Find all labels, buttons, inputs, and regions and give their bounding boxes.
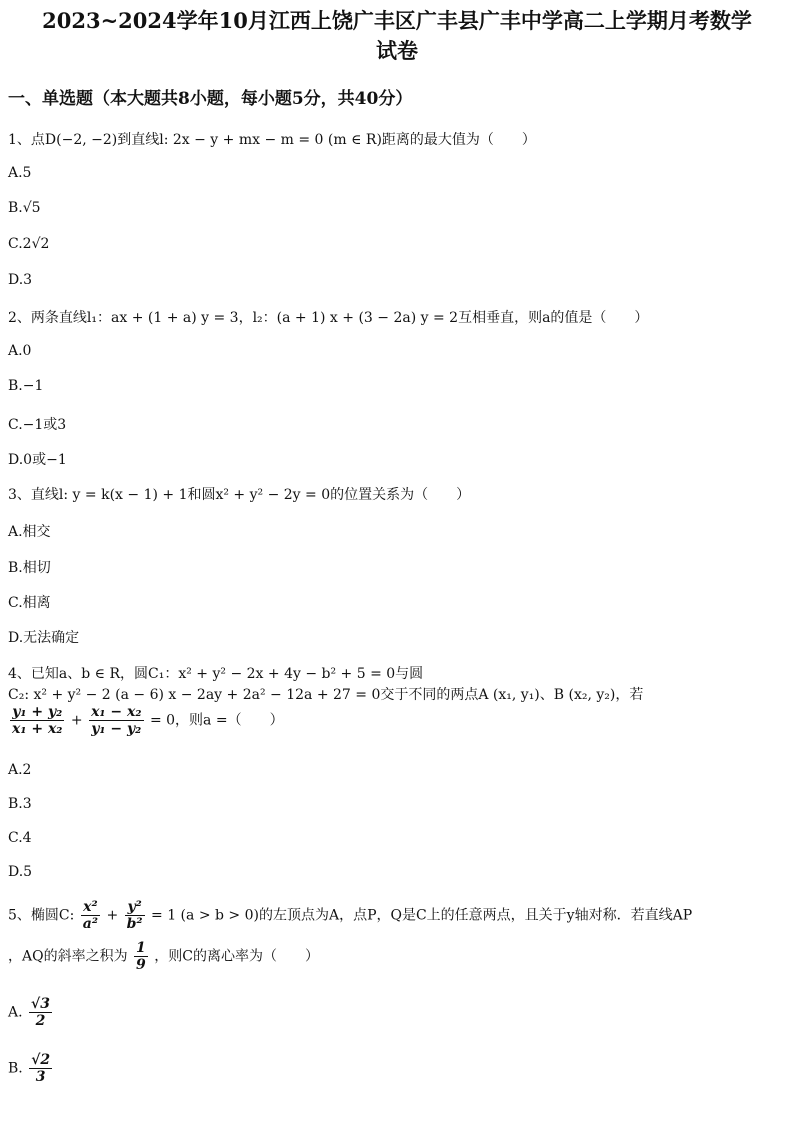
fraction-denominator: 2 (35, 1013, 46, 1029)
question-4-option-a: A.2 (8, 762, 32, 778)
question-4-option-b: B.3 (8, 796, 32, 812)
question-5-fraction-y (125, 899, 145, 932)
question-5-prefix: 5、椭圆C: (8, 907, 75, 924)
plus-sign: + (70, 712, 83, 729)
question-3-text: 3、直线l: y = k(x − 1) + 1和圆x² + y² − 2y = 0的位置关系为（ ） (8, 487, 471, 503)
fraction-denominator: 3 (35, 1069, 46, 1085)
fraction-numerator: 1 (136, 940, 146, 956)
option-label: B. (8, 1060, 23, 1077)
fraction-denominator: x₁ + x₂ (12, 721, 63, 737)
fraction-numerator: y² (125, 899, 145, 916)
fraction-numerator: √2 (31, 1052, 51, 1068)
question-4-fraction-1 (10, 704, 64, 737)
question-4-fraction-2 (89, 704, 143, 737)
section-heading: 一、单选题（本大题共8小题，每小题5分，共40分） (8, 89, 413, 109)
question-5-line2-tail: ，则C的离心率为（ ） (154, 948, 319, 965)
question-3-option-c: C.相离 (8, 595, 51, 611)
exam-title-line1: 2023~2024学年10月江西上饶广丰区广丰县广丰中学高二上学期月考数学 (42, 8, 752, 33)
fraction-numerator: √3 (31, 996, 50, 1012)
fraction-denominator: b² (126, 916, 143, 932)
question-5-fraction-slope (134, 940, 148, 973)
plus-sign: + (106, 907, 119, 924)
question-2-option-a: A.0 (8, 343, 32, 359)
exam-title-line2: 试卷 (376, 38, 418, 63)
question-1-option-b: B.√5 (8, 200, 41, 216)
fraction-denominator: y₁ − y₂ (91, 721, 142, 737)
question-2-option-b: B.−1 (8, 378, 44, 394)
question-4-line2: C₂: x² + y² − 2 (a − 6) x − 2ay + 2a² − 12a + 27 = 0交于不同的两点A (x₁, y₁)、B (x₂, y₂)，若 (8, 687, 644, 703)
question-4-line3 (8, 704, 284, 737)
option-label: A. (8, 1004, 23, 1021)
question-3-option-a: A.相交 (8, 524, 51, 540)
question-1-option-c: C.2√2 (8, 236, 50, 252)
question-1-text: 1、点D(−2, −2)到直线l: 2x − y + mx − m = 0 (m ∈ R)距离的最大值为（ ） (8, 132, 536, 148)
question-4-option-c: C.4 (8, 830, 32, 846)
fraction-numerator: x² (81, 899, 100, 916)
question-5-fraction-x (81, 899, 100, 932)
question-2-option-d: D.0或−1 (8, 452, 67, 468)
question-5-line2-prefix: ，AQ的斜率之积为 (8, 948, 128, 965)
question-4-tail: = 0，则a =（ ） (149, 712, 284, 729)
question-4-option-d: D.5 (8, 864, 33, 880)
fraction-denominator: a² (82, 916, 98, 932)
question-5-line1 (8, 899, 692, 932)
question-2-option-c: C.−1或3 (8, 417, 67, 433)
question-5-option-a (8, 996, 54, 1029)
option-a-fraction (29, 996, 52, 1029)
question-5-option-b (8, 1052, 54, 1085)
question-4-line1: 4、已知a、b ∈ R，圆C₁：x² + y² − 2x + 4y − b² + 5 = 0与圆 (8, 666, 424, 682)
question-3-option-b: B.相切 (8, 560, 51, 576)
fraction-denominator: 9 (136, 957, 146, 973)
question-2-text: 2、两条直线l₁：ax + (1 + a) y = 3，l₂：(a + 1) x + (3 − 2a) y = 2互相垂直，则a的值是（ ） (8, 310, 649, 326)
fraction-numerator: y₁ + y₂ (10, 704, 64, 721)
question-1-option-d: D.3 (8, 272, 33, 288)
fraction-numerator: x₁ − x₂ (91, 704, 142, 720)
question-5-line1-tail: = 1 (a > b > 0)的左顶点为A，点P，Q是C上的任意两点，且关于y轴对称．若直线AP (151, 907, 693, 924)
question-1-option-a: A.5 (8, 165, 32, 181)
question-3-option-d: D.无法确定 (8, 630, 80, 646)
option-b-fraction (29, 1052, 52, 1085)
question-5-line2 (8, 940, 319, 973)
